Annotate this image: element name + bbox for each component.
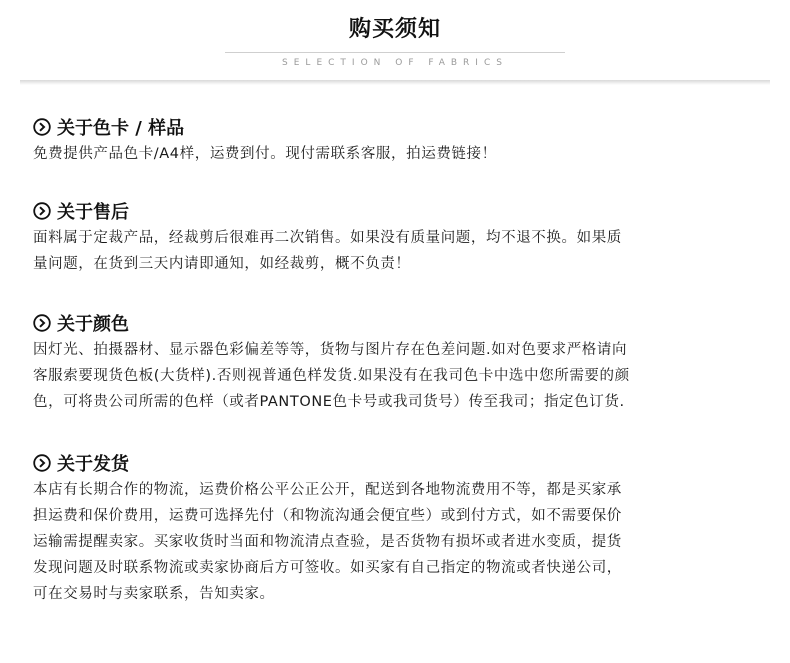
section-body: 因灯光、拍摄器材、显示器色彩偏差等等，货物与图片存在色差问题.如对色要求严格请向 客服索要现货色板(大货样).否则视普通色样发货.如果没有在我司色卡中选中您所需要的颜 色，可将贵公司所需的色样（或者PANTONE色卡号或我司货号）传至我司；指定色订货. [33, 342, 630, 410]
section-title: 关于发货 [57, 454, 129, 475]
section-shipping [33, 451, 763, 607]
page-title: 购买须知 [348, 17, 441, 42]
section-color-card [33, 115, 763, 167]
circle-arrow-icon [33, 314, 51, 332]
section-heading [33, 115, 763, 139]
section-body: 面料属于定裁产品，经裁剪后很难再二次销售。如果没有质量问题，均不退不换。如果质 量问题，在货到三天内请即通知，如经裁剪，概不负责！ [33, 230, 622, 272]
section-after-sales [33, 199, 763, 277]
section-title: 关于颜色 [57, 314, 129, 335]
section-heading [33, 199, 763, 223]
circle-arrow-icon [33, 454, 51, 472]
title-divider [225, 52, 565, 53]
section-heading [33, 311, 763, 335]
section-body: 免费提供产品色卡/A4样，运费到付。现付需联系客服，拍运费链接！ [33, 146, 497, 162]
circle-arrow-icon [33, 202, 51, 220]
section-title: 关于色卡 / 样品 [57, 118, 185, 139]
section-body: 本店有长期合作的物流，运费价格公平公正公开，配送到各地物流费用不等，都是买家承 担运费和保价费用，运费可选择先付（和物流沟通会便宜些）或到付方式，如不需要保价 运输需提醒卖家。买家收货时当面和物流清点查验，是否货物有损坏或者进水变质，提货 发现问题及时联系物流或卖家协商后方可签收。如买家有自己指定的物流或者快递公司， 可在交易时与卖家联系，告知卖家。 [33, 482, 622, 602]
circle-arrow-icon [33, 118, 51, 136]
section-title: 关于售后 [57, 202, 129, 223]
page-subtitle: SELECTION OF FABRICS [282, 58, 508, 68]
header-divider-shadow [20, 80, 770, 85]
section-heading [33, 451, 763, 475]
page-header [0, 0, 790, 90]
section-color [33, 311, 763, 415]
